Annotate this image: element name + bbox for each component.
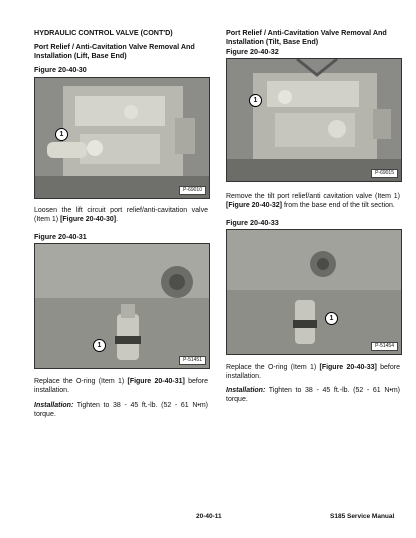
callout-item-1: 1 <box>93 339 106 352</box>
photo-id: P-51454 <box>371 342 398 351</box>
callout-item-1: 1 <box>249 94 262 107</box>
photo-id: P-69010 <box>179 186 206 195</box>
replace-oring-right: Replace the O-ring (Item 1) [Figure 20-40-33] before installation. <box>226 364 400 380</box>
page-number: 20-40-11 <box>196 513 222 520</box>
photo-tilt-oring <box>226 229 402 355</box>
replace-oring-left: Replace the O-ring (Item 1) [Figure 20-40-31] before installation. <box>34 378 208 394</box>
right-subtitle: Port Relief / Anti-Cavitation Valve Removal And Installation (Tilt, Base End) <box>226 28 387 46</box>
manual-name: S185 Service Manual <box>330 513 395 520</box>
tilt-valve-photo-illustration <box>227 59 401 181</box>
remove-tilt-instruction: Remove the tilt port relief/anti cavitation valve (Item 1) [Figure 20-40-32] from the base end of the tilt section. <box>226 193 400 209</box>
figure-label-20-40-30: Figure 20-40-30 <box>34 65 87 74</box>
figure-label-20-40-32: Figure 20-40-32 <box>226 47 279 56</box>
photo-lift-valve <box>34 77 210 199</box>
callout-item-1: 1 <box>55 128 68 141</box>
callout-item-1: 1 <box>325 312 338 325</box>
tilt-oring-photo-illustration <box>227 230 401 354</box>
figure-label-20-40-33: Figure 20-40-33 <box>226 218 279 227</box>
section-title: HYDRAULIC CONTROL VALVE (CONT'D) <box>34 28 173 37</box>
photo-id: P-69015 <box>371 169 398 178</box>
figure-label-20-40-31: Figure 20-40-31 <box>34 232 87 241</box>
installation-left: Installation: Tighten to 38 - 45 ft.-lb. (52 - 61 N•m) torque. <box>34 402 208 418</box>
left-subtitle: Port Relief / Anti-Cavitation Valve Removal And Installation (Lift, Base End) <box>34 42 195 60</box>
loosen-instruction: Loosen the lift circuit port relief/anti-cavitation valve (Item 1) [Figure 20-40-30]. <box>34 207 208 223</box>
installation-right: Installation: Tighten to 38 - 45 ft.-lb. (52 - 61 N•m) torque. <box>226 387 400 403</box>
oring-photo-illustration <box>35 244 209 368</box>
photo-id: P-51451 <box>179 356 206 365</box>
photo-lift-oring <box>34 243 210 369</box>
photo-tilt-valve <box>226 58 402 182</box>
